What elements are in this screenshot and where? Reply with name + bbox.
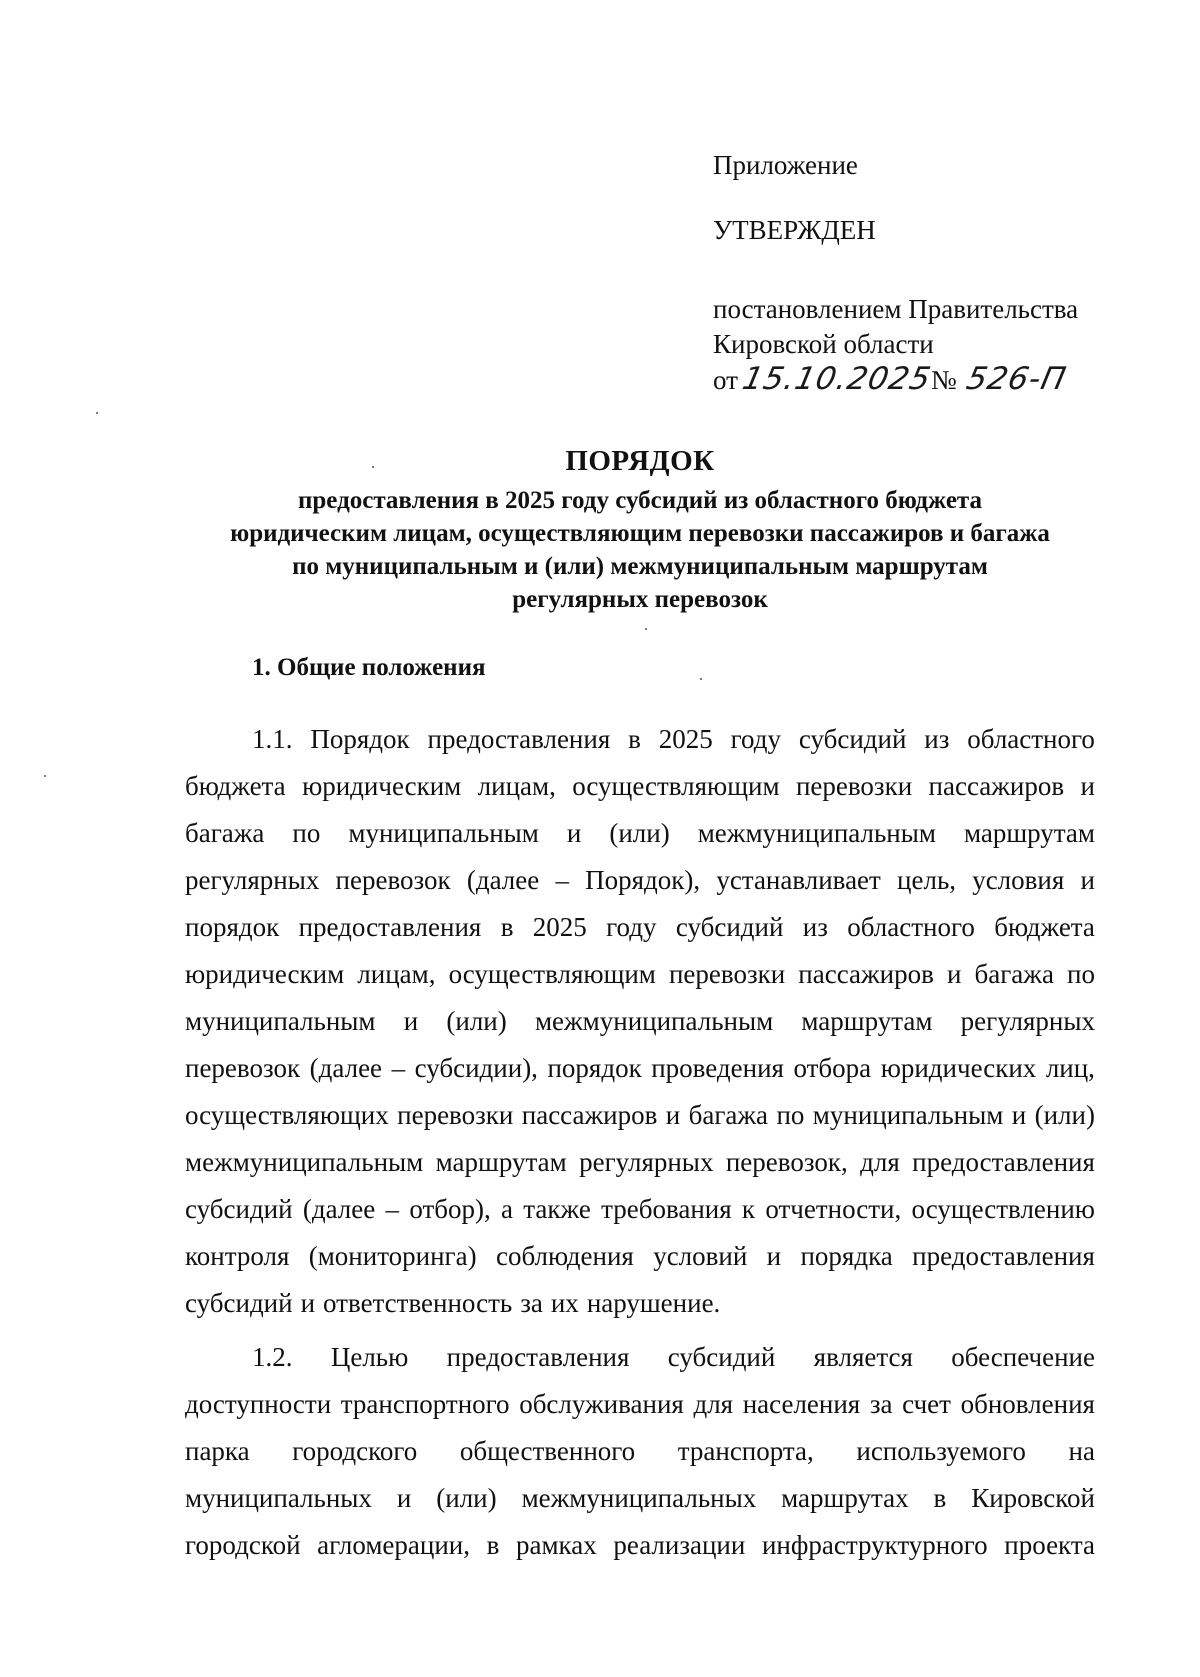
subtitle-line: юридическим лицам, осуществляющим перевозки пассажиров и багажа (230, 520, 1050, 547)
scan-speck (645, 628, 647, 630)
paragraph-line: парка городского общественного транспорта, используемого на (185, 1436, 1095, 1466)
paragraph-line: субсидий (далее – отбор), а также требования к отчетности, осуществлению (185, 1194, 1095, 1224)
paragraph-line: юридическим лицам, осуществляющим перевозки пассажиров и багажа по (185, 959, 1095, 989)
subtitle-line: предоставления в 2025 году субсидий из областного бюджета (298, 487, 982, 514)
annex-label: Приложение (713, 150, 858, 180)
document-title-block (150, 442, 1130, 616)
section-heading: 1. Общие положения (252, 654, 486, 681)
paragraph-line: городской агломерации, в рамках реализации инфраструктурного проекта (185, 1530, 1095, 1560)
document-subtitle (150, 484, 1130, 616)
approved-by-line-2: Кировской области (713, 329, 934, 359)
document-title: ПОРЯДОК (565, 445, 715, 477)
handwritten-date: 15.10.2025 (739, 361, 935, 397)
paragraph-line: 1.1. Порядок предоставления в 2025 году субсидий из областного (252, 724, 1095, 754)
approved-label: УТВЕРЖДЕН (713, 215, 876, 245)
paragraph-line: бюджета юридическим лицам, осуществляющим перевозки пассажиров и (185, 771, 1095, 801)
paragraph-line: контроля (мониторинга) соблюдения условий и порядка предоставления (185, 1241, 1095, 1271)
scan-speck (372, 466, 374, 468)
date-number-line (713, 362, 1133, 398)
paragraph-line: регулярных перевозок (далее – Порядок), устанавливает цель, условия и (185, 865, 1095, 895)
paragraph-line: муниципальным и (или) межмуниципальным маршрутам регулярных (185, 1006, 1095, 1036)
approval-block (713, 148, 1133, 398)
paragraph-line: муниципальных и (или) межмуниципальных маршрутах в Кировской (185, 1483, 1095, 1513)
handwritten-number: 526-П (963, 361, 1070, 397)
approved-by-line-1: постановлением Правительства (713, 294, 1079, 324)
paragraph-line: перевозок (далее – субсидии), порядок проведения отбора юридических лиц, (185, 1053, 1095, 1083)
paragraph-line: доступности транспортного обслуживания для населения за счет обновления (185, 1389, 1095, 1419)
scan-speck (96, 412, 98, 414)
paragraph-line: порядок предоставления в 2025 году субсидий из областного бюджета (185, 912, 1095, 942)
subtitle-line: регулярных перевозок (512, 586, 768, 613)
paragraph-1-2 (185, 1334, 1095, 1569)
paragraph-line: багажа по муниципальным и (или) межмуниципальным маршрутам (185, 818, 1095, 848)
paragraph-line: осуществляющих перевозки пассажиров и багажа по муниципальным и (или) (185, 1100, 1095, 1130)
scan-speck (44, 775, 46, 777)
paragraph-1-1 (185, 716, 1095, 1327)
scan-speck (700, 678, 702, 680)
paragraph-line: межмуниципальным маршрутам регулярных перевозок, для предоставления (185, 1147, 1095, 1177)
number-prefix: № (931, 365, 957, 395)
paragraph-line: субсидий и ответственность за их нарушение. (185, 1288, 721, 1318)
subtitle-line: по муниципальным и (или) межмуниципальным маршрутам (292, 553, 988, 580)
paragraph-line: 1.2. Целью предоставления субсидий является обеспечение (252, 1342, 1095, 1372)
date-prefix: от (713, 365, 738, 395)
